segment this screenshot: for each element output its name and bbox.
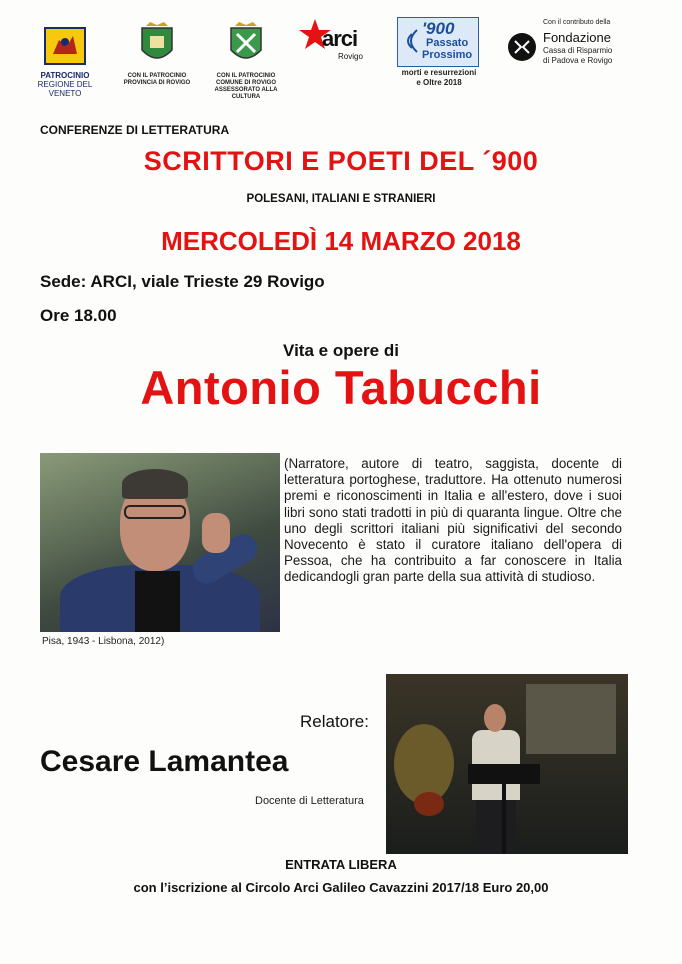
veneto-lion-icon	[43, 26, 87, 66]
comune-crest-icon	[225, 22, 267, 68]
event-title: SCRITTORI E POETI DEL ´900	[143, 146, 539, 176]
veneto-line2: REGIONE DEL VENETO	[37, 80, 93, 98]
author-biography: (Narratore, autore di teatro, saggista, docente di letteratura portoghese, traduttore. Ha ottenuto numerosi premi e riconoscimenti in Italia e all'estero, dove i suoi libri sono stati tradotti in più di quaranta lingue. Oltre che uno degli scrittori italiani più significativi del secondo Novecento è stato il curatore italiano dell'opera di Pessoa, che ha contribuito a far conoscere in Italia dedicandogli gran parte della sua attività di studioso.	[284, 456, 622, 585]
membership-note: con l’iscrizione al Circolo Arci Galileo Cavazzini 2017/18 Euro 20,00	[133, 880, 549, 895]
badge-900-cap2: e Oltre 2018	[416, 78, 462, 87]
arci-word: arci	[322, 26, 358, 51]
provincia-crest-icon	[136, 22, 178, 68]
free-entry: ENTRATA LIBERA	[285, 857, 397, 872]
speaker-name: Cesare Lamantea	[40, 745, 289, 778]
comune-line3: ASSESSORATO ALLA CULTURA	[214, 87, 278, 100]
badge-900-prossimo: Prossimo	[422, 49, 473, 61]
event-subtitle: POLESANI, ITALIANI E STRANIERI	[246, 193, 436, 205]
fondazione-name: Fondazione	[543, 30, 611, 45]
arci-sub: Rovigo	[338, 52, 363, 61]
author-name: Antonio Tabucchi	[140, 361, 542, 414]
provincia-line2: PROVINCIA DI ROVIGO	[123, 80, 191, 86]
signal-icon	[401, 26, 421, 56]
fondazione-icon	[507, 32, 537, 62]
fondazione-sub2: di Padova e Rovigo	[543, 56, 613, 65]
provincia-line1: CON IL PATROCINIO	[127, 73, 187, 79]
author-photo-caption: Pisa, 1943 - Lisbona, 2012)	[42, 636, 165, 647]
event-time: Ore 18.00	[40, 306, 117, 325]
provincia-logo	[122, 22, 192, 87]
event-date: MERCOLEDÌ 14 MARZO 2018	[161, 226, 521, 256]
badge-900-passato: Passato	[426, 37, 469, 49]
speaker-label: Relatore:	[300, 712, 369, 731]
fondazione-sub	[543, 46, 612, 66]
passato-prossimo-badge	[397, 17, 479, 67]
lecture-intro: Vita e opere di	[283, 341, 399, 360]
fondazione-note: Con il contributo della	[543, 19, 611, 26]
badge-900-caption	[397, 68, 481, 88]
comune-logo	[208, 22, 284, 101]
comune-line1: CON IL PATROCINIO	[216, 73, 276, 79]
comune-line2: COMUNE DI ROVIGO	[215, 80, 276, 86]
fondazione-sub1: Cassa di Risparmio	[543, 46, 613, 55]
veneto-line1: PATROCINIO	[40, 71, 90, 80]
speaker-photo	[386, 674, 628, 854]
speaker-role: Docente di Letteratura	[255, 795, 364, 807]
conference-label: CONFERENZE DI LETTERATURA	[40, 123, 230, 137]
arci-logo	[298, 18, 370, 64]
event-venue: Sede: ARCI, viale Trieste 29 Rovigo	[40, 272, 325, 291]
author-photo	[40, 453, 280, 632]
badge-900-num: '900	[422, 19, 455, 38]
veneto-logo	[34, 26, 96, 98]
badge-900-cap1: morti e resurrezioni	[401, 68, 477, 77]
